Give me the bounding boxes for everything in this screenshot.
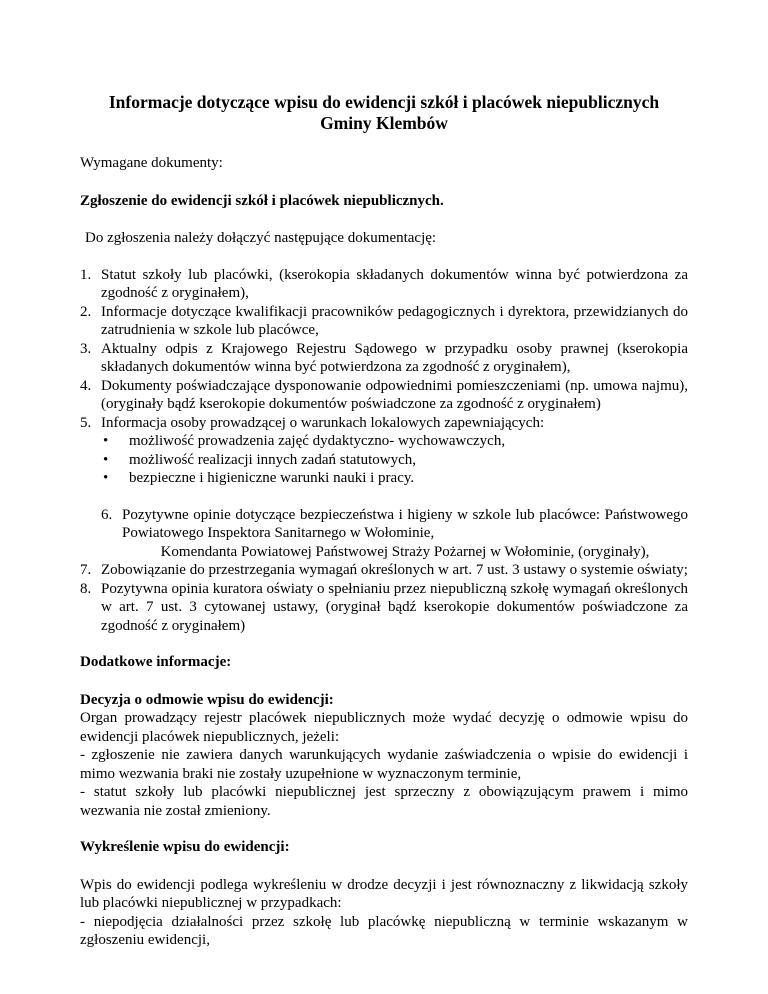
deletion-intro: Wpis do ewidencji podlega wykreśleniu w drodze decyzji i jest równoznaczny z likwidacją szkoły lub placówki niepublicznej w przypadkach:: [80, 876, 688, 911]
refusal-intro: Organ prowadzący rejestr placówek niepublicznych może wydać decyzję o odmowie wpisu do ewidencji placówek niepublicznych, jeżeli:: [80, 710, 688, 745]
registration-heading: Zgłoszenie do ewidencji szkół i placówek niepublicznych.: [80, 192, 444, 209]
document-title: [80, 92, 688, 134]
refusal-heading: Decyzja o odmowie wpisu do ewidencji:: [80, 691, 334, 708]
refusal-point-1: - zgłoszenie nie zawiera danych warunkujących wydanie zaświadczenia o wpisie do ewidencji i mimo wezwania braki nie zostały uzupełnione w wyznaczonym terminie,: [80, 747, 688, 782]
required-docs-label: Wymagane dokumenty:: [80, 155, 223, 171]
deletion-heading: Wykreślenie wpisu do ewidencji:: [80, 839, 290, 855]
bullet-item: • możliwość realizacji innych zadań statutowych,: [80, 451, 688, 470]
bullet-item: • bezpieczne i higieniczne warunki nauki i pracy.: [80, 469, 688, 488]
list-item: 4. Dokumenty poświadczające dysponowanie odpowiednimi pomieszczeniami (np. umowa najmu), (oryginały bądź kserokopie dokumentów poświadczone za zgodność z oryginałem): [80, 377, 688, 412]
list-item: 7. Zobowiązanie do przestrzegania wymagań określonych w art. 7 ust. 3 ustawy o systemie oświaty;: [80, 562, 688, 578]
list-item: 6. Pozytywne opinie dotyczące bezpieczeństwa i higieny w szkole lub placówce: Państwowego Powiatowego Inspektora Sanitarnego w Wołominie, Komendanta Powiatowej Państwowej Straży Pożarnej w Wołominie, (oryginały),: [101, 506, 688, 560]
title-line-2: Gminy Klembów: [320, 113, 448, 133]
additional-info-heading: Dodatkowe informacje:: [80, 654, 232, 670]
document-page: [80, 92, 688, 950]
refusal-point-2: - statut szkoły lub placówki niepublicznej jest sprzeczny z obowiązującym prawem i mimo wezwania nie został zmieniony.: [80, 784, 688, 819]
list-item: 5. Informacja osoby prowadzącej o warunkach lokalowych zapewniających: • możliwość prowadzenia zajęć dydaktyczno- wychowawczych, • możliwość realizacji innych zadań statutowych, • bezpieczne i higieniczne warunki nauki i pracy.: [80, 414, 688, 488]
list-item: 2. Informacje dotyczące kwalifikacji pracowników pedagogicznych i dyrektora, przewidzianych do zatrudnienia w szkole lub placówce,: [80, 303, 688, 338]
bullet-item: • możliwość prowadzenia zajęć dydaktyczno- wychowawczych,: [80, 432, 688, 451]
title-line-1: Informacje dotyczące wpisu do ewidencji szkół i placówek niepublicznych: [108, 92, 660, 112]
required-documents-list: [80, 266, 688, 636]
list-item: 1. Statut szkoły lub placówki, (kserokopia składanych dokumentów winna być potwierdzona za zgodność z oryginałem),: [80, 266, 688, 301]
list-item: 3. Aktualny odpis z Krajowego Rejestru Sądowego w przypadku osoby prawnej (kserokopia składanych dokumentów winna być potwierdzona za zgodność z oryginałem),: [80, 340, 688, 375]
attach-intro: Do zgłoszenia należy dołączyć następujące dokumentację:: [85, 230, 437, 246]
list-item: 8. Pozytywna opinia kuratora oświaty o spełnianiu przez niepubliczną szkołę wymagań określonych w art. 7 ust. 3 cytowanej ustawy, (oryginał bądź kserokopie dokumentów poświadczone za zgodność z oryginałem): [80, 580, 688, 634]
conditions-bullet-list: [80, 432, 688, 488]
deletion-point-1: - niepodjęcia działalności przez szkołę lub placówkę niepubliczną w terminie wskazanym w zgłoszeniu ewidencji,: [80, 913, 688, 948]
